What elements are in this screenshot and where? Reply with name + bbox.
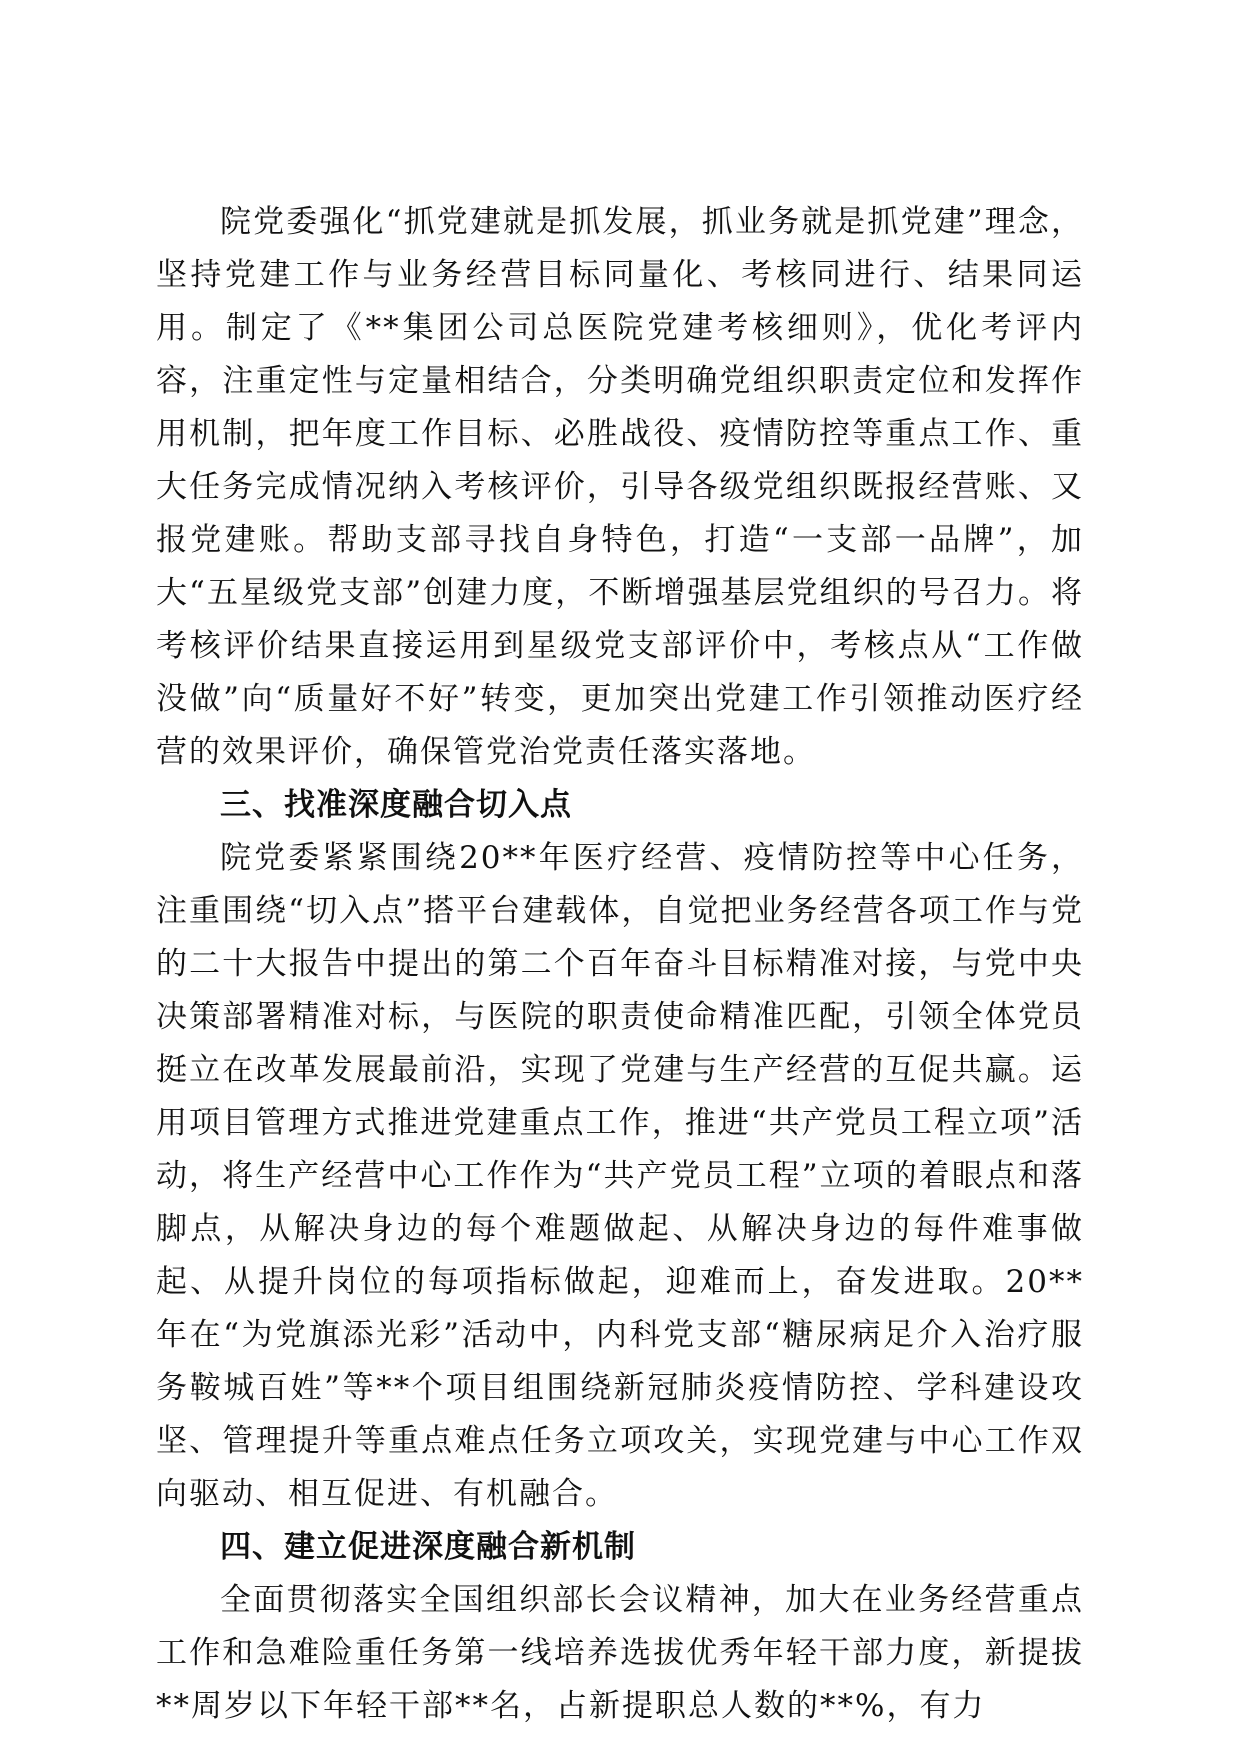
paragraph-integration-entry-point: 院党委紧紧围绕20**年医疗经营、疫情防控等中心任务，注重围绕“切入点”搭平台建载体，自觉把业务经营各项工作与党的二十大报告中提出的第二个百年奋斗目标精准对接，与党中央决策部署精准对标，与医院的职责使命精准匹配，引领全体党员挺立在改革发展最前沿，实现了党建与生产经营的互促共赢。运用项目管理方式推进党建重点工作，推进“共产党员工程立项”活动，将生产经营中心工作作为“共产党员工程”立项的着眼点和落脚点，从解决身边的每个难题做起、从解决身边的每件难事做起、从提升岗位的每项指标做起，迎难而上，奋发进取。20**年在“为党旗添光彩”活动中，内科党支部“糖尿病足介入治疗服务鞍城百姓”等**个项目组围绕新冠肺炎疫情防控、学科建设攻坚、管理提升等重点难点任务立项攻关，实现党建与中心工作双向驱动、相互促进、有机融合。: [156, 840, 1084, 1512]
paragraph-new-mechanism: 全面贯彻落实全国组织部长会议精神，加大在业务经营重点工作和急难险重任务第一线培养选拔优秀年轻干部力度，新提拔**周岁以下年轻干部**名，占新提职总人数的**%，有力: [156, 1582, 1084, 1724]
document-body: [156, 196, 1084, 1733]
section-heading-4: 四、建立促进深度融合新机制: [220, 1529, 636, 1565]
paragraph-party-building-assessment: 院党委强化“抓党建就是抓发展，抓业务就是抓党建”理念，坚持党建工作与业务经营目标同量化、考核同进行、结果同运用。制定了《**集团公司总医院党建考核细则》，优化考评内容，注重定性与定量相结合，分类明确党组织职责定位和发挥作用机制，把年度工作目标、必胜战役、疫情防控等重点工作、重大任务完成情况纳入考核评价，引导各级党组织既报经营账、又报党建账。帮助支部寻找自身特色，打造“一支部一品牌”，加大“五星级党支部”创建力度，不断增强基层党组织的号召力。将考核评价结果直接运用到星级党支部评价中，考核点从“工作做没做”向“质量好不好”转变，更加突出党建工作引领推动医疗经营的效果评价，确保管党治党责任落实落地。: [156, 204, 1084, 770]
section-heading-3: 三、找准深度融合切入点: [220, 787, 572, 823]
